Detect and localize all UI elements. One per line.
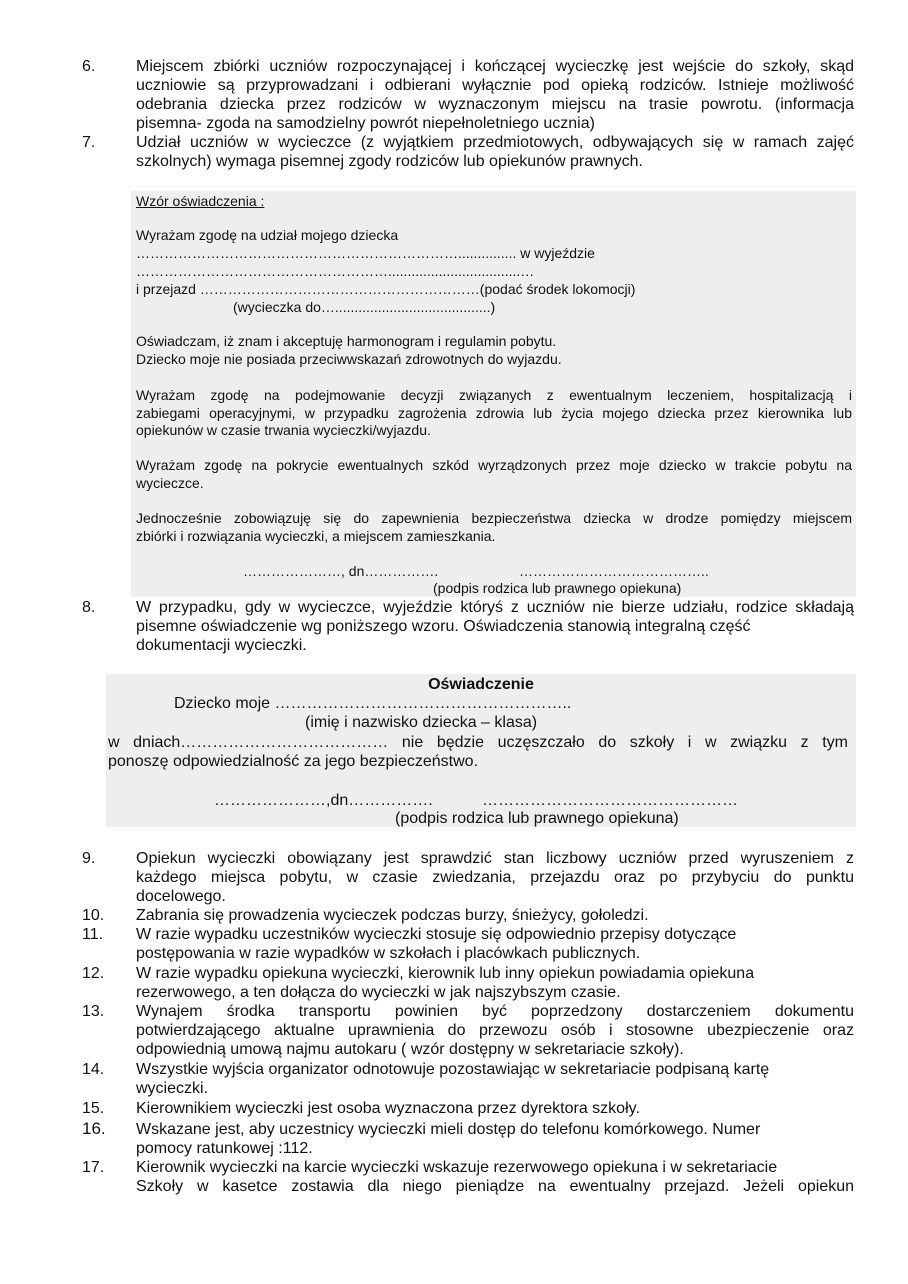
text-line: W razie wypadku opiekuna wycieczki, kierownik lub inny opiekun powiadamia opiekuna [136,965,755,982]
item-number: 15. [82,1100,105,1117]
trip-line: (wycieczka do…........................................) [233,299,496,315]
form-title: Wzór oświadczenia : [136,193,265,209]
signature-field: ………………………………….. [519,563,709,579]
text-line: opiekunów w czasie trwania wycieczki/wyjazdu. [136,422,431,438]
item-number: 9. [82,850,96,867]
item-text [136,964,854,1002]
item-number: 8. [82,599,96,616]
text-line: Wyrażam zgodę na podejmowanie decyzji związanych z ewentualnym leczeniem, hospitalizacją i [136,387,852,403]
item-text [136,906,854,925]
consent-line: Wyrażam zgodę na udział mojego dziecka [136,227,399,243]
item-text [136,1099,854,1118]
signature-caption: (podpis rodzica lub prawnego opiekuna) [395,810,679,827]
item-number: 6. [82,58,96,75]
text-line: zbiórki i rozwiązania wycieczki, a miejscem zamieszkania. [136,527,496,544]
text-line: szkolnych) wymaga pisemnej zgody rodziców lub opiekunów prawnych. [136,153,643,170]
item-number: 13. [82,1003,105,1020]
text-line: Szkoły w kasetce zostawia dla niego pieniądze na ewentualny przejazd. Jeżeli opiekun [136,1178,854,1195]
item-text [136,133,854,171]
item-number: 11. [82,926,104,943]
signature-field: ………………………………………… [482,792,738,809]
text-line: pisemna- zgoda na samodzielny powrót niepełnoletniego ucznia) [136,115,595,132]
consent-dots-line: ………………………………………………..................................… [136,263,535,279]
safety-declaration [136,510,852,545]
text-line: odebrania dziecka przez rodziców w wyznaczonym miejscu na trasie powrotu. (informacja [136,96,854,113]
item-text [136,598,854,655]
damages-consent [136,457,852,492]
form-title: Oświadczenie [428,676,534,693]
text-line: postępowania w razie wypadków w szkołach i placówkach publicznych. [136,945,641,962]
text-line: Wskazane jest, aby uczestnicy wycieczki mieli dostęp do telefonu komórkowego. Numer [136,1121,761,1138]
text-line: Udział uczniów w wycieczce (z wyjątkiem przedmiotowych, odbywających się w ramach zajęć [136,134,854,151]
item-number: 7. [82,134,96,151]
transport-line: i przejazd ……………………………………………………(podać środek lokomocji) [136,281,636,297]
declaration-line: Dziecko moje nie posiada przeciwwskazań zdrowotnych do wyjazdu. [136,351,562,367]
text-line: Wyrażam zgodę na pokrycie ewentualnych szkód wyrządzonych przez moje dziecko w trakcie pobytu na [136,457,852,473]
text-line: W przypadku, gdy w wycieczce, wyjeździe któryś z uczniów nie bierze udziału, rodzice składają [136,599,854,616]
item-text [136,925,854,963]
text-line: W razie wypadku uczestników wycieczki stosuje się odpowiednio przepisy dotyczące [136,926,737,943]
place-date-field: …………………, dn……………. [243,563,439,579]
text-line: Kierownik wycieczki na karcie wycieczki wskazuje rezerwowego opiekuna i w sekretariacie [136,1159,778,1176]
text-line: Wynajem środka transportu powinien być poprzedzony dostarczeniem dokumentu [136,1003,854,1020]
item-number: 17. [82,1159,105,1176]
item-text [136,849,854,906]
text-line: rezerwowego, a ten dołącza do wycieczki w jak najszybszym czasie. [136,984,621,1001]
item-number: 14. [82,1061,105,1078]
text-line: uczniowie są przyprowadzani i odbierani wyłącznie pod opieką rodziców. Istnieje możliwość [136,77,854,94]
medical-consent [136,387,852,440]
signature-caption: (podpis rodzica lub prawnego opiekuna) [433,580,682,596]
responsibility-line: ponoszę odpowiedzialność za jego bezpieczeństwo. [108,753,479,770]
text-line: dokumentacji wycieczki. [136,637,307,654]
text-line: Kierownikiem wycieczki jest osoba wyznaczona przez dyrektora szkoły. [136,1100,640,1117]
child-name-caption: (imię i nazwisko dziecka – klasa) [305,714,538,731]
text-line: Zabrania się prowadzenia wycieczek podczas burzy, śnieżycy, gołoledzi. [136,907,649,924]
item-number: 12. [82,965,105,982]
item-text [136,1002,854,1059]
text-line: Miejscem zbiórki uczniów rozpoczynającej i kończącej wycieczkę jest wejście do szkoły, skąd [136,58,854,75]
declaration-line: Oświadczam, iż znam i akceptuję harmonogram i regulamin pobytu. [136,333,557,349]
item-text [136,1120,854,1158]
text-line: Opiekun wycieczki obowiązany jest sprawdzić stan liczbowy uczniów przed wyruszeniem z [136,850,854,867]
consent-dots-line: ……………………………………………………………............... w wyjeździe [136,245,595,261]
item-number: 16. [82,1119,106,1138]
absence-days-line: w dniach………………………………… nie będzie uczęszczało do szkoły i w związku z tym [108,734,848,751]
text-line: potwierdzającego aktualne uprawnienia do przewozu osób i stosowne ubezpieczenie oraz [136,1022,854,1039]
child-name-line: Dziecko moje ……………………………………………….. [174,695,572,712]
item-text [136,57,854,133]
text-line: wycieczki. [136,1080,209,1097]
text-line: wycieczce. [136,474,204,491]
text-line: docelowego. [136,888,226,905]
text-line: odpowiednią umową najmu autokaru ( wzór dostępny w sekretariacie szkoły). [136,1041,684,1058]
place-date-field: …………………,dn……………. [214,792,433,809]
text-line: Wszystkie wyjścia organizator odnotowuje pozostawiając w sekretariacie podpisaną kartę [136,1061,770,1078]
text-line: Jednocześnie zobowiązuję się do zapewnienia bezpieczeństwa dziecka w drodze pomiędzy miejscem [136,510,852,526]
item-number: 10. [82,907,105,924]
text-line: pisemne oświadczenie wg poniższego wzoru. Oświadczenia stanowią integralną część [136,618,751,635]
text-line: pomocy ratunkowej :112. [136,1140,313,1157]
text-line: każdego miejsca pobytu, w czasie zwiedzania, przejazdu oraz po przybyciu do punktu [136,869,854,886]
item-text [136,1158,854,1196]
item-text [136,1060,854,1098]
text-line: zabiegami operacyjnymi, w przypadku zagrożenia zdrowia lub życia mojego dziecka przez kierownika lub [136,404,852,421]
